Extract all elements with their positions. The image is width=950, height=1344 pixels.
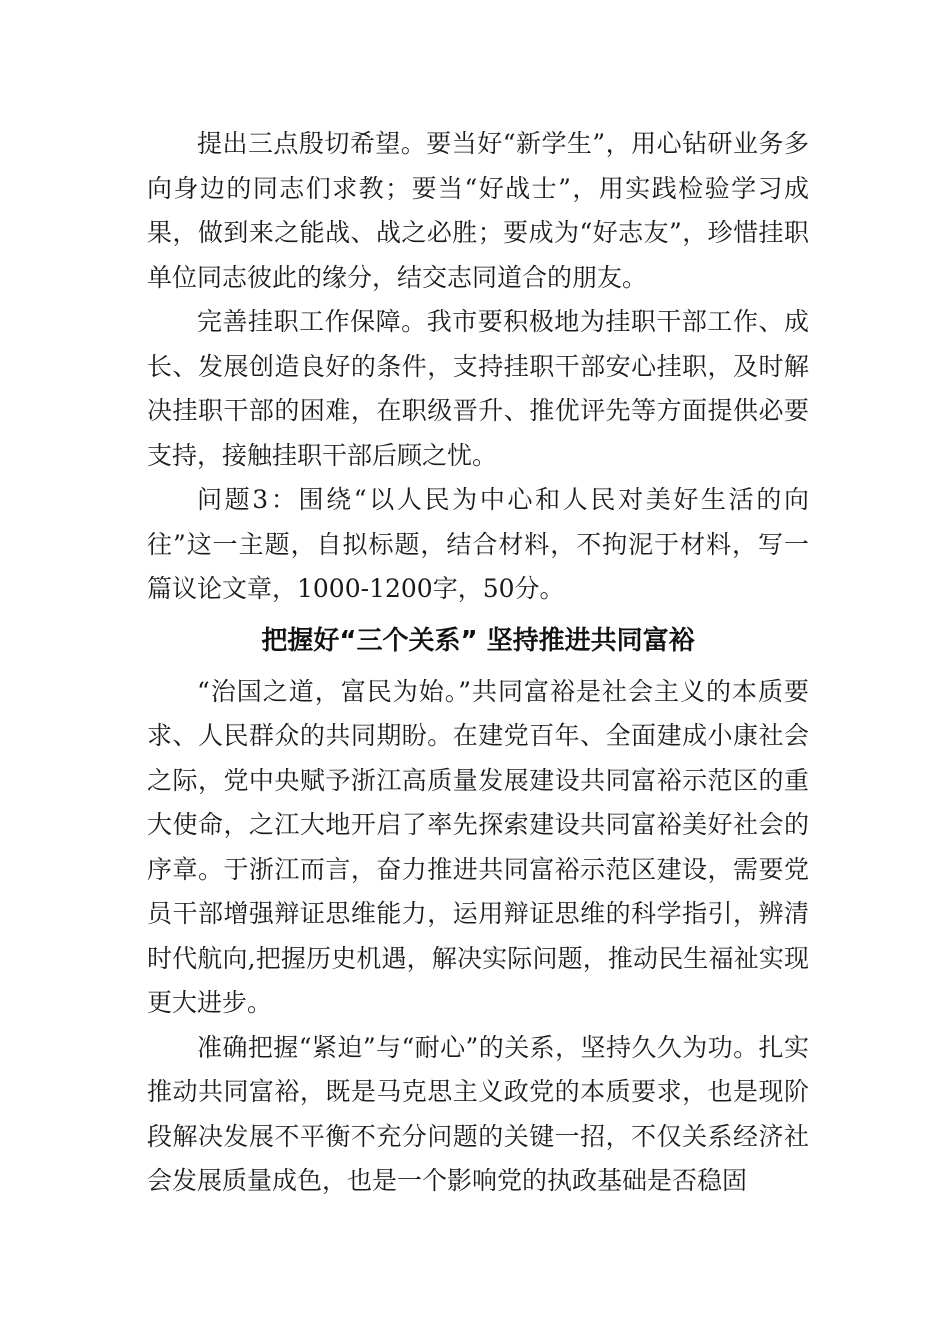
paragraph-essay-intro: “治国之道，富民为始。”共同富裕是社会主义的本质要求、人民群众的共同期盼。在建党百年、全面建成小康社会之际，党中央赋予浙江高质量发展建设共同富裕示范区的重大使命，之江大地开启了率先探索建设共同富裕美好社会的序章。于浙江而言，奋力推进共同富裕示范区建设，需要党员干部增强辩证思维能力，运用辩证思维的科学指引，辨清时代航向,把握历史机遇，解决实际问题，推动民生福祉实现更大进步。: [147, 676, 809, 1017]
essay-title: 把握好“三个关系” 坚持推进共同富裕: [261, 625, 695, 656]
paragraph-question-3: 问题3：围绕“以人民为中心和人民对美好生活的向往”这一主题，自拟标题，结合材料，不拘泥于材料，写一篇议论文章，1000-1200字，50分。: [147, 485, 809, 603]
paragraph-guarantee: 完善挂职工作保障。我市要积极地为挂职干部工作、成长、发展创造良好的条件，支持挂职干部安心挂职，及时解决挂职干部的困难，在职级晋升、推优评先等方面提供必要支持，接触挂职干部后顾之忧。: [147, 307, 809, 470]
paragraph-hopes: 提出三点殷切希望。要当好“新学生”，用心钻研业务多向身边的同志们求教；要当“好战士”，用实践检验学习成果，做到来之能战、战之必胜；要成为“好志友”，珍惜挂职单位同志彼此的缘分，结交志同道合的朋友。: [147, 129, 809, 292]
paragraph-essay-point-1: 准确把握“紧迫”与“耐心”的关系，坚持久久为功。扎实推动共同富裕，既是马克思主义政党的本质要求，也是现阶段解决发展不平衡不充分问题的关键一招，不仅关系经济社会发展质量成色，也是一个影响党的执政基础是否稳固: [147, 1032, 809, 1195]
document-body: [147, 122, 809, 1204]
